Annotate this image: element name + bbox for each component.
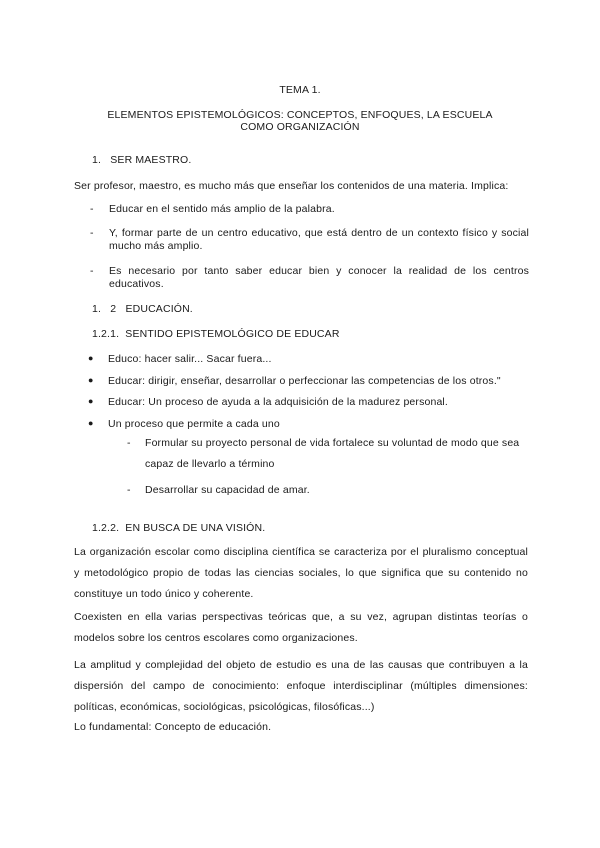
list-item-text: Y, formar parte de un centro educativo, que está dentro de un contexto físico y social mucho más amplio.: [109, 227, 529, 252]
subsection-heading-sentido: 1.2.1. SENTIDO EPISTEMOLÓGICO DE EDUCAR: [92, 328, 340, 340]
bullet-icon: ●: [88, 396, 94, 406]
subsection-heading-vision: 1.2.2. EN BUSCA DE UNA VISIÓN.: [92, 522, 266, 534]
dash-icon: -: [90, 227, 94, 239]
dash-icon: -: [90, 265, 94, 277]
list-item-text: Es necesario por tanto saber educar bien y conocer la realidad de los centros educativos.: [109, 265, 529, 290]
bullet-icon: ●: [88, 418, 94, 428]
dash-icon: -: [127, 437, 131, 449]
bullet-icon: ●: [88, 375, 94, 385]
paragraph: Lo fundamental: Concepto de educación.: [74, 721, 272, 733]
section-heading-educacion: 1. 2 EDUCACIÓN.: [92, 303, 193, 315]
bullet-icon: ●: [88, 353, 94, 363]
intro-paragraph: Ser profesor, maestro, es mucho más que enseñar los contenidos de una materia. Implica:: [74, 180, 509, 192]
bullet-text: Educar: dirigir, enseñar, desarrollar o perfeccionar las competencias de los otros.": [108, 375, 501, 387]
bullet-text: Educar: Un proceso de ayuda a la adquisición de la madurez personal.: [108, 396, 448, 408]
sub-list-item-text: Formular su proyecto personal de vida fortalece su voluntad de modo que sea capaz de llevarlo a término: [145, 437, 520, 470]
paragraph: La amplitud y complejidad del objeto de estudio es una de las causas que contribuyen a la dispersión del campo de conocimiento: enfoque interdisciplinar (múltiples dimensiones: políticas, económicas, sociológicas, psicológicas, filosóficas...): [74, 659, 528, 713]
paragraph: Coexisten en ella varias perspectivas teóricas que, a su vez, agrupan distintas teorías o modelos sobre los centros escolares como organizaciones.: [74, 611, 528, 644]
bullet-text: Educo: hacer salir... Sacar fuera...: [108, 353, 272, 365]
document-title: ELEMENTOS EPISTEMOLÓGICOS: CONCEPTOS, ENFOQUES, LA ESCUELA COMO ORGANIZACIÓN: [107, 109, 493, 133]
bullet-text: Un proceso que permite a cada uno: [108, 418, 280, 430]
section-heading-ser-maestro: 1. SER MAESTRO.: [92, 154, 192, 166]
dash-icon: -: [127, 484, 131, 496]
list-item-text: Educar en el sentido más amplio de la palabra.: [109, 203, 335, 215]
paragraph: La organización escolar como disciplina científica se caracteriza por el pluralismo conceptual y metodológico propio de todas las ciencias sociales, lo que significa que su contenido no constituye un todo único y coherente.: [74, 546, 528, 600]
dash-icon: -: [90, 203, 94, 215]
sub-list-item-text: Desarrollar su capacidad de amar.: [145, 484, 310, 496]
topic-number: TEMA 1.: [279, 84, 321, 96]
